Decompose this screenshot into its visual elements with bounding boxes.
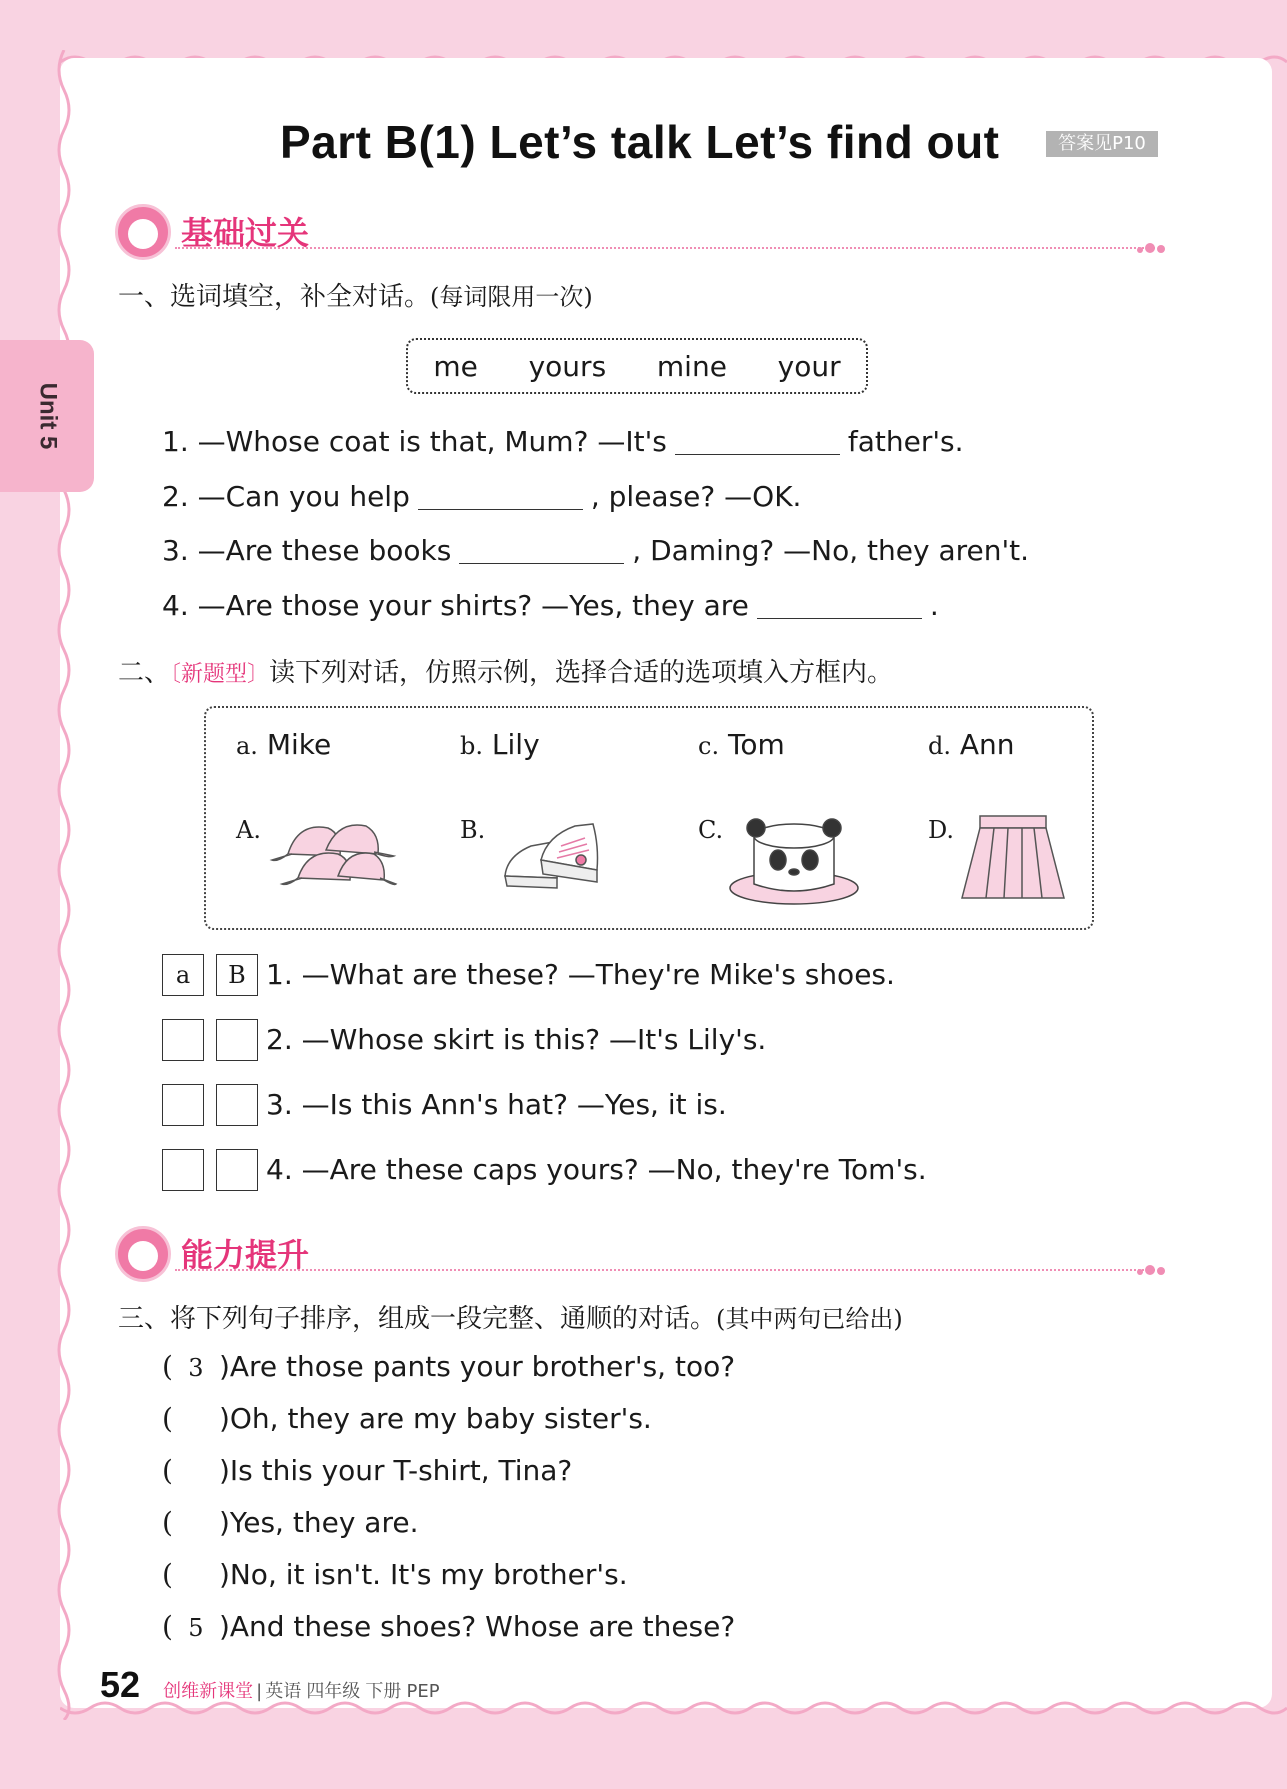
unit-side-tab	[0, 340, 94, 492]
order-text: )Oh, they are my baby sister's.	[218, 1402, 652, 1435]
name-option-a	[236, 728, 331, 761]
section-divider	[175, 1269, 1155, 1271]
option-letter: b.	[460, 732, 483, 760]
question-1-note: (每词限用一次)	[430, 283, 593, 311]
page-title: Part B(1) Let’s talk Let’s find out	[280, 116, 1000, 168]
name-option-d	[928, 728, 1015, 761]
order-item	[162, 1454, 572, 1487]
q1-item-text: .	[929, 589, 939, 622]
order-item	[162, 1350, 735, 1383]
order-item	[162, 1610, 735, 1643]
dots-decoration-icon	[1135, 238, 1165, 257]
paren-open: (	[162, 1402, 173, 1435]
option-letter: c.	[698, 732, 720, 760]
paren-open: (	[162, 1350, 173, 1383]
word-bank-item: mine	[656, 349, 727, 383]
picture-label-c: C.	[698, 816, 724, 844]
q1-item-text: 3. —Are these books	[162, 534, 452, 567]
section-heading-advanced	[115, 1224, 1165, 1284]
dots-decoration-icon	[1135, 1260, 1165, 1279]
paren-open: (	[162, 1506, 173, 1539]
caps-icon	[268, 814, 398, 906]
answer-box-name[interactable]	[162, 1019, 204, 1061]
section-divider	[175, 247, 1155, 249]
picture-label-a: A.	[236, 816, 261, 844]
answer-box-picture[interactable]	[216, 1149, 258, 1191]
q1-item-1	[162, 424, 964, 458]
picture-options-box	[204, 706, 1094, 930]
option-letter: d.	[928, 732, 951, 760]
footer-term: 下册	[365, 1681, 402, 1702]
q1-item-text: , Daming? —No, they aren't.	[632, 534, 1030, 567]
q1-item-3	[162, 533, 1029, 567]
answer-blank[interactable]	[418, 479, 583, 510]
page-number: 52	[100, 1664, 141, 1705]
sneakers-icon	[501, 816, 611, 908]
q2-item-4: 4. —Are these caps yours? —No, they're Tom's.	[266, 1153, 927, 1186]
footer-separator: |	[256, 1681, 263, 1702]
paren-open: (	[162, 1558, 173, 1591]
order-text: )Yes, they are.	[218, 1506, 419, 1539]
q2-item-1: 1. —What are these? —They're Mike's shoes.	[266, 958, 895, 991]
section-label: 能力提升	[181, 1236, 310, 1274]
question-3-note: (其中两句已给出)	[716, 1305, 903, 1333]
q1-item-2	[162, 479, 801, 513]
option-letter: a.	[236, 732, 258, 760]
question-2-number: 二、	[118, 658, 171, 688]
skirt-icon	[958, 812, 1068, 908]
footer-edition: PEP	[406, 1681, 440, 1702]
footer-grade: 四年级	[306, 1681, 361, 1702]
answer-blank[interactable]	[757, 588, 922, 619]
word-bank-item: your	[777, 349, 841, 383]
word-bank-item: me	[433, 349, 478, 383]
answer-blank[interactable]	[675, 424, 840, 455]
question-3-instruction: 三、将下列句子排序，组成一段完整、通顺的对话。	[118, 1304, 717, 1334]
answer-reference-badge: 答案见P10	[1046, 131, 1158, 157]
word-bank-item: yours	[528, 349, 607, 383]
footer-subject: 英语	[265, 1681, 302, 1702]
paren-open: (	[162, 1610, 173, 1643]
answer-box-name[interactable]	[162, 1084, 204, 1126]
panda-hat-icon	[726, 814, 862, 910]
q1-item-text: father's.	[847, 425, 964, 458]
word-bank	[406, 338, 868, 394]
answer-blank[interactable]	[459, 533, 624, 564]
girl-avatar-icon	[115, 204, 171, 260]
order-item	[162, 1506, 418, 1539]
q1-item-text: 1. —Whose coat is that, Mum? —It's	[162, 425, 667, 458]
question-1-instruction: 一、选词填空，补全对话。	[118, 282, 431, 312]
answer-box-picture[interactable]: B	[216, 954, 258, 996]
unit-tab-label: Unit 5	[33, 382, 61, 450]
answer-box-name[interactable]: a	[162, 954, 204, 996]
girl-avatar-icon	[115, 1226, 171, 1282]
option-name: Tom	[727, 728, 785, 761]
order-number[interactable]: 5	[188, 1614, 204, 1642]
order-text: )Are those pants your brother's, too?	[218, 1350, 736, 1383]
question-1-prompt	[118, 276, 593, 313]
order-text: )Is this your T-shirt, Tina?	[218, 1454, 573, 1487]
option-name: Ann	[959, 728, 1015, 761]
order-text: )And these shoes? Whose are these?	[218, 1610, 736, 1643]
q1-item-text: 2. —Can you help	[162, 480, 410, 513]
picture-label-b: B.	[460, 816, 486, 844]
option-name: Lily	[491, 728, 540, 761]
question-2-prompt	[118, 652, 893, 689]
picture-label-d: D.	[928, 816, 955, 844]
q1-item-4	[162, 588, 939, 622]
page-footer	[100, 1664, 440, 1706]
q2-item-2: 2. —Whose skirt is this? —It's Lily's.	[266, 1023, 767, 1056]
q1-item-text: , please? —OK.	[590, 480, 802, 513]
answer-box-picture[interactable]	[216, 1084, 258, 1126]
answer-box-name[interactable]	[162, 1149, 204, 1191]
left-wave-border	[52, 50, 74, 1720]
section-heading-basic	[115, 202, 1165, 262]
option-name: Mike	[266, 728, 332, 761]
section-label: 基础过关	[181, 214, 310, 252]
answer-box-picture[interactable]	[216, 1019, 258, 1061]
question-3-prompt	[118, 1298, 903, 1335]
new-type-tag: 〔新题型〕	[170, 662, 270, 687]
name-option-b	[460, 728, 540, 761]
order-text: )No, it isn't. It's my brother's.	[218, 1558, 628, 1591]
q1-item-text: 4. —Are those your shirts? —Yes, they are	[162, 589, 749, 622]
order-item	[162, 1402, 652, 1435]
order-number[interactable]: 3	[188, 1354, 204, 1382]
order-item	[162, 1558, 628, 1591]
q2-item-3: 3. —Is this Ann's hat? —Yes, it is.	[266, 1088, 727, 1121]
brand-name: 创维新课堂	[163, 1681, 254, 1702]
paren-open: (	[162, 1454, 173, 1487]
name-option-c	[698, 728, 785, 761]
question-2-instruction: 读下列对话，仿照示例，选择合适的选项填入方框内。	[269, 658, 894, 688]
